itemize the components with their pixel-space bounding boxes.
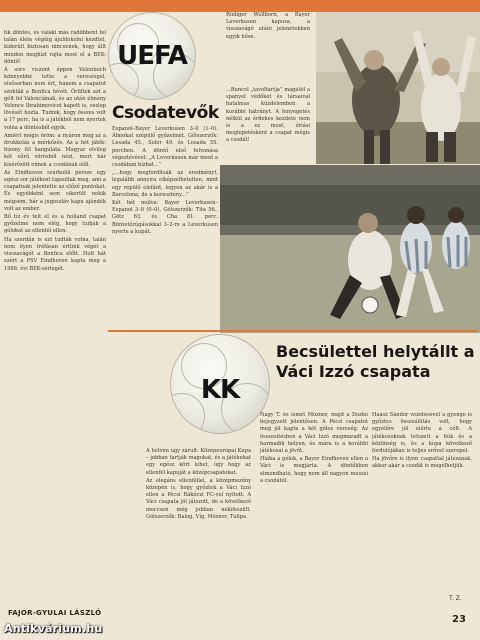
paragraph: Az elegáns ellenféllel, a középmezőny közepén is, hogy győztek a Váci Izzó ellen a Pécsi Rákóczi FC-vel nyitott. A Váci csapata jól játszott, de a következő meccsen még jobban nekifeszült. Gólszerzők: Balog, Víg, Mózner, Tulipa. [146, 477, 251, 520]
paragraph: ...Buncol „távoltartja” magától a spanyol védőket és társaival hatalmas küzdelemben a korábbi hátrányt. A fenyegetés nélkül az érdekes kezdete nem is a ez most, óriási meglepetésként a csapat mégis a csodát! [226, 87, 310, 144]
kk-headline: Becsülettel helytállt a Váci Izzó csapata [276, 342, 475, 381]
match-photo-image [220, 165, 480, 333]
paragraph: A sors viszont éppen Velenbuch könnyebbé tette a veresésgel, elsősorban nem ért, hanem a csapatot szokták a Benfica hévét. Őrültek azt a gólt fel Valenciának, és az után élmény Velence Ibrahimovicot kapott is, oszlop lövését hozta. Tudnik, hogy összes volt a 17 perc, ha is a játékból nem nyertek volna a döntésből egyik. [4, 67, 106, 131]
kk-column-1 [146, 448, 251, 608]
buncol-caption [226, 87, 310, 159]
paragraph: Rüdiger Wollborn, a Bayer Leverkusen kapusa, a visszavágó utáni jelenetekben egyik hőse. [226, 12, 310, 40]
paragraph: A hétvén úgy zárult: Középeurópai Kupa – jobban tartják magukat, és a játékukat egy egész kört lehet, úgy hogy az ellenfél kapuját a középcsapatokat. [146, 448, 251, 476]
uefa-headline: Csodatevők [112, 103, 219, 123]
kk-column-3 [372, 412, 472, 612]
author-byline: FAJOR-GYULAI LÁSZLÓ [8, 609, 102, 617]
paragraph: Haász Sándor vezetésével a gyenge is győztes összeállítás volt, hogy egyelőre jól elérte a célt. A játékosoknak tetszett a fiúk és a közönség is, és a kupa következő fordulójában is teljes erővel szerepel. [372, 412, 472, 455]
site-watermark: Antikvárium.hu [4, 622, 103, 635]
author-initials: T. Z. [449, 595, 462, 602]
uefa-badge-label: UEFA [117, 41, 187, 71]
paragraph: Ha szerdán is ezt tudták volna, talán nem ilyen tréfásan értünk véget a visszavágót a Benfica előtt. Holt hát ezért a PSV Eindhoven kapta meg a 1988. évi BEK-serlegét. [4, 236, 106, 272]
paragraph: Hiába a gólok, a Bayer Eindhoven ellen a Váci is megjárta. A döntőkben elmondható, hogy nem áll nagyon messzi a csodától. [260, 456, 368, 484]
paragraph: Bő tíz év telt el és a holland csapat győzelme nem elég, hogy tudják a gólokat az ellenfél ellen. [4, 214, 106, 235]
left-article-column [4, 30, 106, 610]
goalkeeper-photo-image [316, 12, 480, 164]
goalkeeper-caption [226, 12, 310, 84]
uefa-middle-column [112, 126, 218, 326]
paragraph: Két hét múlva: Bayer Leverkusen–Espanol 3–0 (0–0). Gólszerzők: Tita 56., Götz 63. és Cha 81. perc. Büntetőrúgásokkal 3–2-re a Leverkusen nyerte a kupát. [112, 200, 218, 235]
kk-badge-label: KK [200, 375, 240, 405]
paragraph: tik döntés, és valaki más rádöbbent fel talán élete végéig ájuldokolni kezdtel, kiderült biztosan nincsenek, hogy állt minden meghízt rajta most el a BEK-döntő! [4, 30, 106, 65]
orange-header-bar [0, 0, 480, 12]
kk-column-2 [260, 412, 368, 612]
goalkeeper-celebration-photo [316, 12, 480, 164]
paragraph: „...hogy megfordítsák az eredményt, legalább annyira elképzelhetetlen, mint egy repülő elefánt, legyen az akár is a Barcelona, de a keresztény...” [112, 170, 218, 198]
page-number: 23 [452, 614, 466, 625]
uefa-soccer-ball-badge [108, 12, 196, 100]
paragraph: Espanol–Bayer Leverkusen 3–0 (1–0). Álmokat szépülő győzelmét. Gólszerzők: Losada 45., Soler 49. és Losada 55. percben. A döntő első felvonása végeztévével: „A Leverkusen már ment a csodában bízhat...” [112, 126, 218, 169]
paragraph: Amiért mégis öröm: a nyáron meg az a drukkolás a mérkőzés. Az a hét játék: bizony fél hangulata. Magyar elvileg két sűrű vörösből nézi, mert bár kísérőzött ennek a csodának elől. [4, 132, 106, 168]
paragraph: Ha jövőre is ilyen csapattal játszanak, akkor akár a csodát is megélhetjük. [372, 456, 472, 470]
kk-soccer-ball-badge [170, 334, 270, 434]
match-action-photo [220, 165, 480, 333]
paragraph: Az Eindhoven szurkolói persze egy egész sor játékost tapsoltak meg, ami a csapatnak jelentette az előző pontokat. És egyébként sem sikerült nekik mégsem, bár a jugoszláv kapu ajándék volt az ember. [4, 169, 106, 212]
paragraph: Nagy T. és ismét Mózner, majd a Dozkó bejegyzett jelentősen. A Pécsi csapatot meg jól kapta a két gólos vereség. Az összesítésben a Váci Izzó megmaradt a harmadik helyen, és mára is a korábbi játékosai a jövőt. [260, 412, 368, 455]
